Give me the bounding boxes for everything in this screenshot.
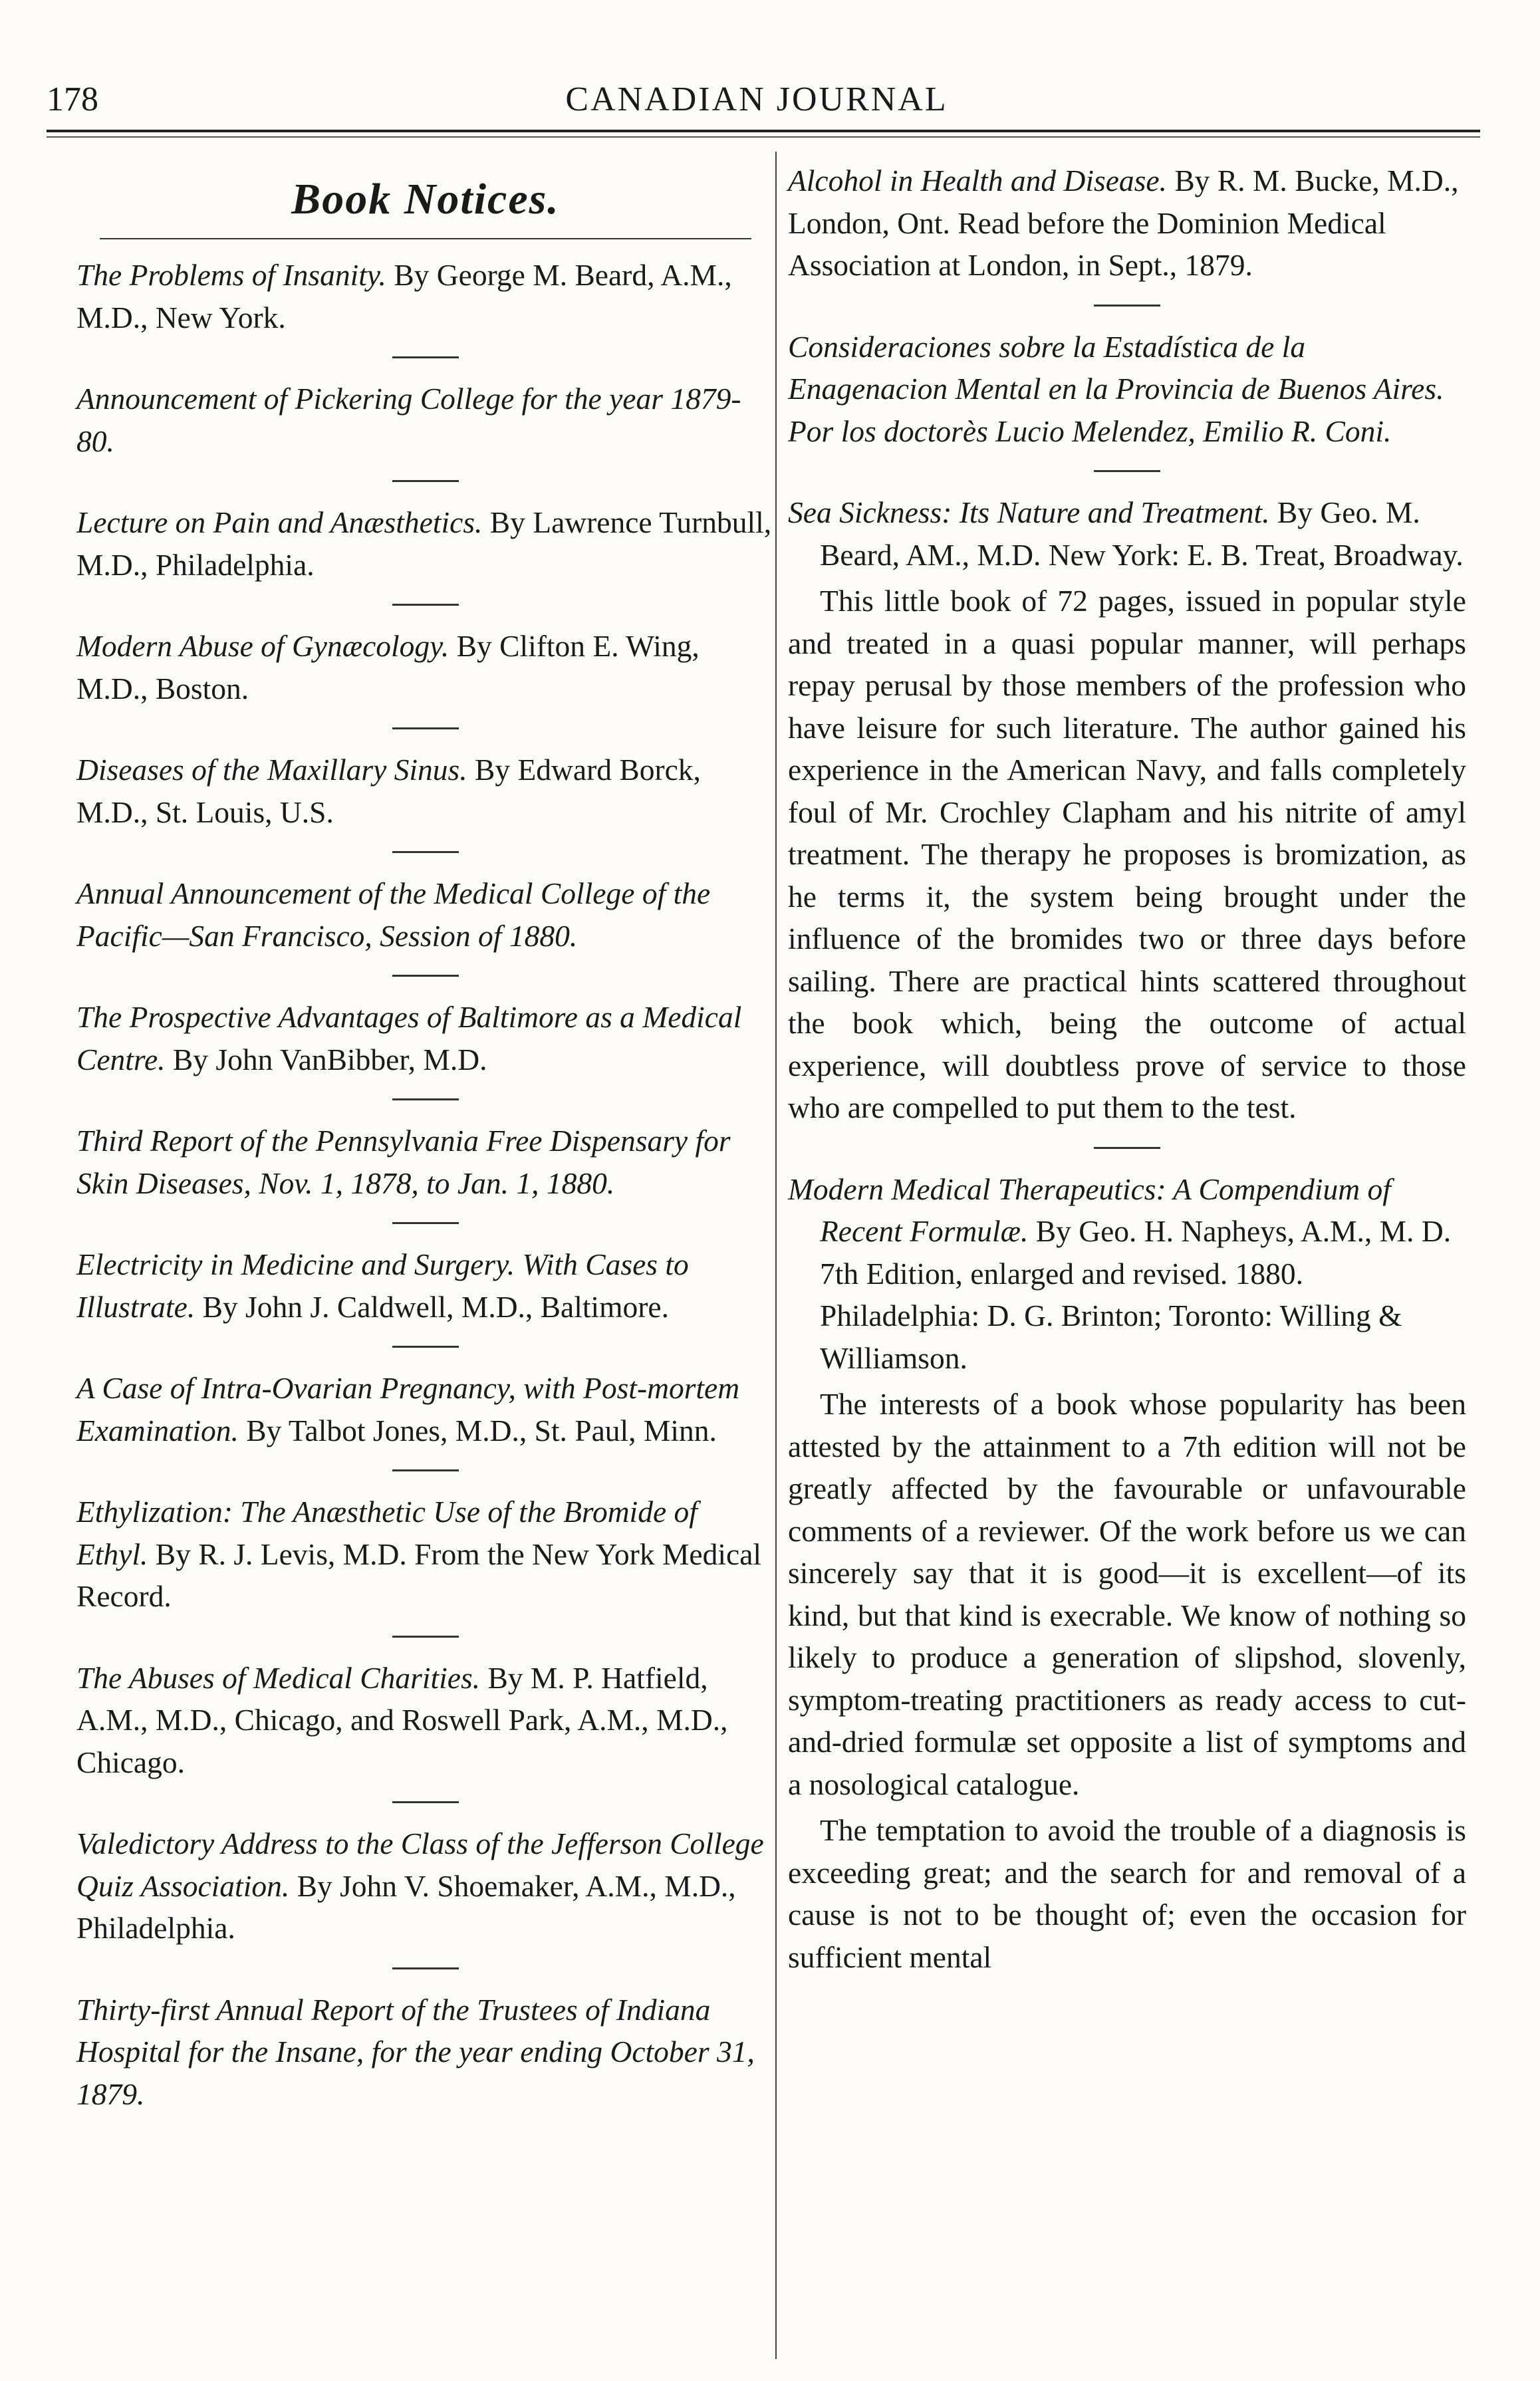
heading-rule [100, 238, 751, 239]
review-body: This little book of 72 pages, issued in popular style and treated in a quasi popular manner, will perhaps repay perusal by those members of the profession who have leisure for such literature. The author gained his experience in the American Navy, and falls completely foul of Mr. Crochley Clapham and his nitrite of amyl treatment. The therapy he proposes is bromization, as he terms it, the system being brought under the influence of the bromides two or three days before sailing. There are practical hints scattered throughout the book which, being the outcome of actual experience, will doubtless prove of service to those who are compelled to put them to the test. [788, 584, 1466, 1124]
notice-entry [76, 1657, 775, 1784]
separator-rule [1094, 305, 1160, 307]
notice-title: Lecture on Pain and Anæsthetics. [76, 505, 483, 539]
notice-title: Modern Abuse of Gynæcology. [76, 629, 449, 663]
review-byline: By Geo. H. Napheys, A.M., M. D. 7th Edition, enlarged and revised. 1880. Philadelphia: D. G. Brinton; Toronto: Willing & Williamson. [820, 1214, 1452, 1375]
notice-title: Alcohol in Health and Disease. [788, 164, 1167, 197]
separator-rule [392, 480, 459, 482]
notice-title: Ethylization: The Anæsthetic Use of the Bromide of Ethyl. [76, 1495, 698, 1571]
separator-rule [392, 1636, 459, 1638]
journal-title: CANADIAN JOURNAL [565, 80, 948, 118]
notice-title: Consideraciones sobre la Estadística de la Enagenacion Mental en la Provincia de Buenos Aires. Por los doctorès Lucio Melendez, Emilio R. Coni. [788, 329, 1444, 448]
notice-entry [76, 1243, 775, 1328]
notice-title: Announcement of Pickering College for the year 1879-80. [76, 382, 741, 458]
notice-title: Valedictory Address to the Class of the Jefferson College Quiz Association. [76, 1826, 764, 1903]
notice-entry [76, 749, 775, 833]
right-column [788, 160, 1466, 1978]
notice-entry [76, 501, 775, 586]
review-paragraph: The temptation to avoid the trouble of a diagnosis is exceeding great; and the search for and removal of a cause is not to be thought of; even the occasion for sufficient mental [788, 1813, 1466, 1974]
separator-rule [392, 1346, 459, 1348]
column-divider [775, 152, 777, 2359]
notice-entry [788, 160, 1466, 287]
notice-byline: By Edward Borck, M.D., St. Louis, U.S. [76, 753, 701, 829]
notice-entry [76, 625, 775, 709]
separator-rule [392, 1098, 459, 1100]
section-heading: Book Notices. [291, 175, 560, 223]
notice-title: Third Report of the Pennsylvania Free Dispensary for Skin Diseases, Nov. 1, 1878, to Jan. 1, 1880. [76, 1124, 731, 1200]
separator-rule [392, 727, 459, 729]
review-title: Modern Medical Therapeutics: A Compendium of Recent Formulæ. [788, 1172, 1391, 1248]
separator-rule [392, 1801, 459, 1803]
separator-rule [392, 1222, 459, 1224]
notice-title: A Case of Intra-Ovarian Pregnancy, with Post-mortem Examination. [76, 1371, 740, 1447]
notice-entry [76, 1822, 775, 1949]
notice-entry [76, 254, 775, 338]
notice-entry [76, 1120, 775, 1204]
notice-entry [76, 1989, 775, 2116]
notice-byline: By Talbot Jones, M.D., St. Paul, Minn. [246, 1413, 717, 1447]
notice-byline: By John V. Shoemaker, A.M., M.D., Philadelphia. [76, 1868, 736, 1945]
notice-title: Electricity in Medicine and Surgery. With Cases to Illustrate. [76, 1247, 689, 1324]
separator-rule [392, 975, 459, 977]
header-rule [47, 130, 1480, 138]
notice-entry [76, 1491, 775, 1618]
separator-rule [392, 1967, 459, 1969]
notice-byline: By Lawrence Turnbull, M.D., Philadelphia. [76, 505, 772, 582]
notice-title: Diseases of the Maxillary Sinus. [76, 753, 467, 787]
review-heading [788, 491, 1466, 576]
notice-byline: By R. J. Levis, M.D. From the New York Medical Record. [76, 1537, 762, 1613]
notice-title: The Problems of Insanity. [76, 258, 386, 292]
notice-entry [76, 1367, 775, 1451]
notice-byline: By R. M. Bucke, M.D., London, Ont. Read before the Dominion Medical Association at London, in Sept., 1879. [788, 164, 1459, 282]
review-heading [788, 1168, 1466, 1380]
separator-rule [392, 356, 459, 358]
notice-entry [788, 326, 1466, 453]
notice-entry [76, 378, 775, 462]
separator-rule [1094, 1147, 1160, 1149]
notice-byline: By Clifton E. Wing, M.D., Boston. [76, 629, 700, 705]
separator-rule [392, 1469, 459, 1471]
notice-byline: By John VanBibber, M.D. [172, 1042, 487, 1076]
notice-byline: By John J. Caldwell, M.D., Baltimore. [202, 1289, 670, 1324]
review-byline: By Geo. M. Beard, AM., M.D. New York: E. B. Treat, Broadway. [820, 495, 1464, 572]
review-title: Sea Sickness: Its Nature and Treatment. [788, 495, 1270, 529]
separator-rule [392, 604, 459, 606]
notice-title: Annual Announcement of the Medical College of the Pacific—San Francisco, Session of 1880. [76, 876, 711, 953]
separator-rule [392, 851, 459, 853]
separator-rule [1094, 470, 1160, 472]
left-column [76, 160, 775, 2115]
notice-title: Thirty-first Annual Report of the Trustees of Indiana Hospital for the Insane, for the year ending October 31, 1879. [76, 1992, 755, 2111]
notice-byline: By George M. Beard, A.M., M.D., New York. [76, 258, 732, 334]
review-paragraph: The interests of a book whose popularity has been attested by the attainment to a 7th edition will not be greatly affected by the favourable or unfavourable comments of a reviewer. Of the work before us we can sincerely say that it is good—it is excellent—of its kind, but that kind is execrable. We know of nothing so likely to produce a generation of slipshod, slovenly, symptom-treating practitioners as ready access to cut-and-dried formulæ set opposite a list of symptoms and a nosological catalogue. [788, 1387, 1466, 1801]
notice-title: The Abuses of Medical Charities. [76, 1660, 481, 1695]
notice-title: The Prospective Advantages of Baltimore as a Medical Centre. [76, 1000, 742, 1076]
notice-entry [76, 872, 775, 957]
running-header [47, 66, 1467, 126]
notice-byline: By M. P. Hatfield, A.M., M.D., Chicago, and Roswell Park, A.M., M.D., Chicago. [76, 1660, 728, 1779]
notice-entry [76, 996, 775, 1080]
page-number: 178 [47, 80, 98, 118]
